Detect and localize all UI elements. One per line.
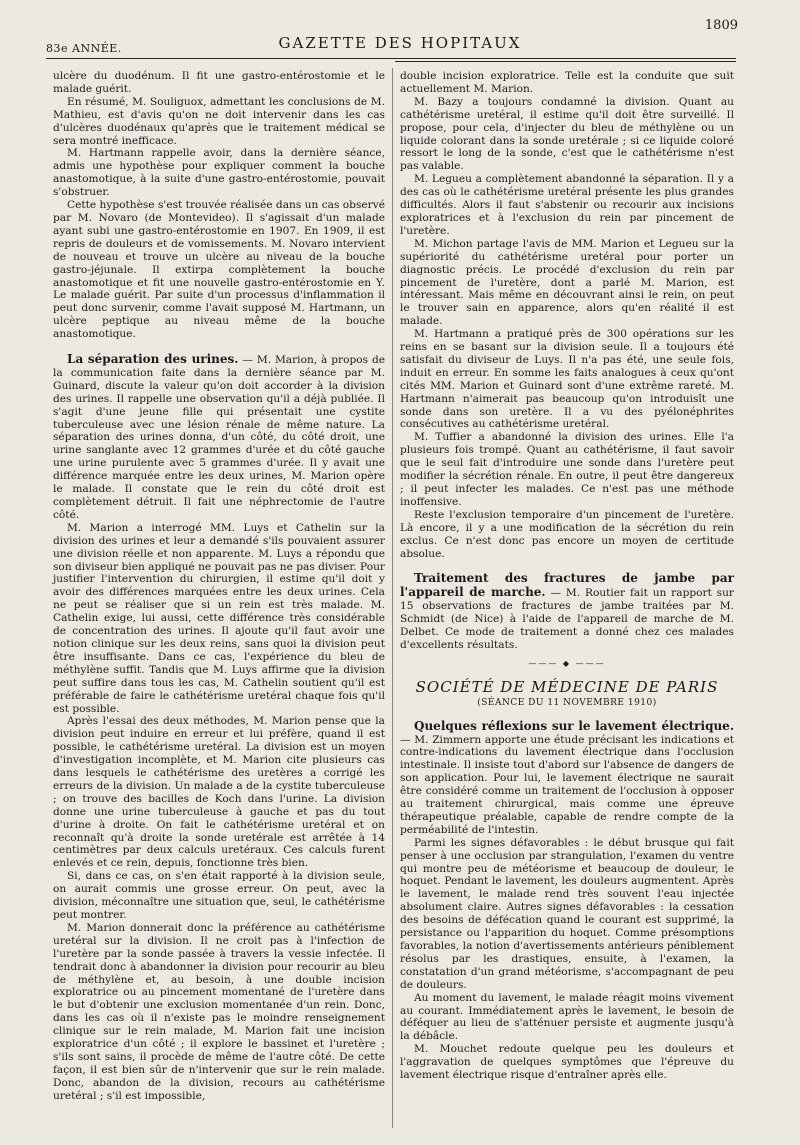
section-paragraph: Traitement des fractures de jambe par l'appareil de marche. — M. Routier fait un rapport sur 15 observations de fractures de jambe traitées par M. Schmidt (de Nice) à l'aide de l'appareil de marche de M. Delbet. Ce mode de traitement a donné chez ces malades d'excellents résultats. (400, 571, 734, 651)
right-column (400, 70, 734, 1082)
paragraph: double incision exploratrice. Telle est la conduite que suit actuellement M. Marion. (400, 70, 734, 95)
page-number: 1809 (704, 18, 738, 33)
paragraph: M. Tuffier a abandonné la division des urines. Elle l'a plusieurs fois trompé. Quant au cathétérisme, il faut savoir que le seul fait d'introduire une sonde dans l'uretère peut modifier la sécrétion rénale. En outre, il peut être dangereux ; il peut infecter les malades. Ce n'est pas une méthode inoffensive. (400, 431, 734, 508)
paragraph: M. Legueu a complètement abandonné la séparation. Il y a des cas où le cathétérisme uretéral présente les plus grandes difficultés. Alors il faut s'abstenir ou recourir aux incisions exploratrices et à l'exclusion du rein par pincement de l'uretère. (400, 173, 734, 237)
paragraph: Après l'essai des deux méthodes, M. Marion pense que la division peut induire en erreur et lui préfère, quand il est possible, le cathétérisme uretéral. La division est un moyen d'investigation incomplète, et M. Marion cite plusieurs cas dans lesquels le cathétérisme des uretères a corrigé les erreurs de la division. Un malade a de la cystite tuberculeuse ; on trouve des bacilles de Koch dans l'urine. La division donne une urine tuberculeuse à gauche et pas du tout d'urine à droite. On fait le cathétérisme uretéral et on reconnaît qu'à droite la sonde uretérale est arrêtée à 14 centimètres par deux calculs uretéraux. Ces calculs furent enlevés et ce rein, depuis, fonctionne très bien. (53, 715, 385, 870)
paragraph: M. Marion donnerait donc la préférence au cathétérisme uretéral sur la division. Il ne croit pas à l'infection de l'uretère par la sonde passée à travers la vessie infectée. Il tendrait donc à abandonner la division pour recourir au bleu de méthylène et, au besoin, à une double incision exploratrice ou au pincement momentané de l'uretère dans le but d'obtenir une exclusion momentanée d'un rein. Donc, dans les cas où il n'existe pas le moindre renseignement clinique sur le rein malade, M. Marion fait une incision exploratrice d'un côté ; il explore le bassinet et l'uretère ; s'ils sont sains, il procède de même de l'autre côté. De cette façon, il est bien sûr de n'intervenir que sur le rein malade. Donc, abandon de la division, recours au cathétérisme uretéral ; s'il est impossible, (53, 921, 385, 1102)
session-date: (SÉANCE DU 11 NOVEMBRE 1910) (477, 697, 657, 708)
paragraph: M. Hartmann rappelle avoir, dans la dernière séance, admis une hypothèse pour expliquer comment la bouche anastomotique, à la suite d'une gastro-entérostomie, pouvait s'obstruer. (53, 147, 385, 199)
section-paragraph: Quelques réflexions sur le lavement électrique. — M. Zimmern apporte une étude précisant les indications et contre-indications du lavement électrique dans l'occlusion intestinale. Il insiste tout d'abord sur l'absence de dangers de son application. Pour lui, le lavement électrique ne saurait être considéré comme un traitement de l'occlusion à opposer au traitement chirurgical, mais comme une épreuve thérapeutique préalable, capable de rendre compte de la perméabilité de l'intestin. (400, 718, 734, 836)
paragraph: M. Marion a interrogé MM. Luys et Cathelin sur la division des urines et leur a demandé s'ils pouvaient assurer une division réelle et non apparente. M. Luys a répondu que son diviseur bien appliqué ne pouvait pas ne pas diviser. Pour justifier l'intervention du chirurgien, il estime qu'il doit y avoir des différences marquées entre les deux urines. Cela ne peut se réaliser que si un rein est très malade. M. Cathelin exige, lui aussi, cette différence très considérable de concentration des urines. Il ajoute qu'il faut avoir une notion clinique sur les deux reins, sans quoi la division peut être insuffisante. Dans ce cas, l'expérience du bleu de méthylène suffit. Tandis que M. Luys affirme que la division peut suffire dans tous les cas, M. Cathelin soutient qu'il est préférable de faire le cathétérisme uretéral chaque fois qu'il est possible. (53, 521, 385, 715)
left-column (53, 70, 385, 1103)
ornament-divider: ——— ◆ ——— (528, 658, 606, 668)
column-divider (392, 68, 393, 1128)
paragraph: En résumé, M. Souliguox, admettant les conclusions de M. Mathieu, est d'avis qu'on ne doit intervenir dans les cas d'ulcères duodénaux qu'après que le traitement médical se sera montré inefficace. (53, 95, 385, 147)
paragraph: M. Michon partage l'avis de MM. Marion et Legueu sur la supériorité du cathétérisme uretéral pour porter un diagnostic précis. Le procédé d'exclusion du rein par pincement de l'uretère, dont a parlé M. Marion, est intéressant. Mais même en découvrant ainsi le rein, on peut le trouver sain en apparence, alors qu'en réalité il est malade. (400, 237, 734, 328)
section-heading: Quelques réflexions sur le lavement électrique. (414, 718, 734, 733)
paragraph: Parmi les signes défavorables : le début brusque qui fait penser à une occlusion par strangulation, l'examen du ventre qui montre peu de météorisme et beaucoup de douleur, le hoquet. Pendant le lavement, les douleurs augmentent. Après le lavement, le malade rend très souvent l'eau injectée absolument claire. Autres signes défavorables : la cessation des besoins de défécation quand le courant est supprimé, la persistance ou l'apparition du hoquet. Comme présomptions favorables, la notion d'avertissements antérieurs péniblement résolus par les drastiques, ensuite, à l'examen, la constatation d'un grand météorisme, s'accompagnant de peu de douleurs. (400, 836, 734, 991)
paragraph: Au moment du lavement, le malade réagit moins vivement au courant. Immédiatement après le lavement, le besoin de déféquer au lieu de s'atténuer persiste et augmente jusqu'à la débâcle. (400, 991, 734, 1043)
section-heading: La séparation des urines. (67, 352, 239, 367)
header-rule (46, 58, 736, 59)
paragraph: Cette hypothèse s'est trouvée réalisée dans un cas observé par M. Novaro (de Montevideo). Il s'agissait d'un malade ayant subi une gastro-entérostomie en 1907. En 1909, il est repris de douleurs et de vomissements. M. Novaro intervient de nouveau et trouve un ulcère au niveau de la bouche gastro-jéjunale. Il extirpa complètement la bouche anastomotique et fit une nouvelle gastro-entérostomie en Y. Le malade guérit. Par suite d'un processus d'inflammation il peut donc survenir, comme l'avait supposé M. Hartmann, un ulcère peptique au niveau même de la bouche anastomotique. (53, 199, 385, 341)
paragraph: Si, dans ce cas, on s'en était rapporté à la division seule, on aurait commis une grosse erreur. On peut, avec la division, méconnaître une situation que, seul, le cathétérisme peut montrer. (53, 870, 385, 921)
section-heading: Traitement des fractures de jambe par l'appareil de marche. (400, 571, 734, 600)
edition-label: 83e ANNÉE. (46, 42, 122, 55)
paragraph: M. Mouchet redoute quelque peu les douleurs et l'aggravation de quelques symptômes que l'épreuve du lavement électrique risque d'entraîner après elle. (400, 1043, 734, 1082)
section-paragraph: La séparation des urines. — M. Marion, à propos de la communication faite dans la dernière séance par M. Guinard, discute la valeur qu'on doit accorder à la division des urines. Il rappelle une observation qu'il a déjà publiée. Il s'agit d'une jeune fille qui présentait une cystite tuberculeuse avec une lésion rénale de même nature. La séparation des urines donna, d'un côté, du côté droit, une urine sanglante avec 12 grammes d'urée et du côté gauche une urine purulente avec 5 grammes d'urée. Il y avait une différence marquée entre les deux urines, M. Marion opère le malade. Il constate que le rein du côté droit est complètement détruit. Il fait une néphrectomie de l'autre côté. (53, 352, 385, 521)
society-title: SOCIÉTÉ DE MÉDECINE DE PARIS (415, 677, 719, 696)
header-rule-secondary (395, 61, 736, 62)
paragraph: M. Hartmann a pratiqué près de 300 opérations sur les reins en se basant sur la division seule. Il a toujours été satisfait du diviseur de Luys. Il n'a pas été, une seule fois, induit en erreur. En somme les faits analogues à ceux qu'ont cités MM. Marion et Guinard sont d'une extrême rareté. M. Hartmann n'aimerait pas beaucoup qu'on introduisît une sonde dans son uretère. Il a vu des pyélonéphrites consécutives au cathétérisme uretéral. (400, 328, 734, 431)
paragraph: ulcère du duodénum. Il fit une gastro-entérostomie et le malade guérit. (53, 70, 385, 95)
paragraph: M. Bazy a toujours condamné la division. Quant au cathétérisme uretéral, il estime qu'il doit être surveillé. Il propose, pour cela, d'injecter du bleu de méthylène ou un liquide colorant dans la sonde uretérale ; si ce liquide coloré ressort le long de la sonde, c'est que le cathétérisme n'est pas valable. (400, 95, 734, 173)
journal-title: GAZETTE DES HOPITAUX (278, 34, 522, 52)
paragraph: Reste l'exclusion temporaire d'un pincement de l'uretère. Là encore, il y a une modification de la sécrétion du rein exclus. Ce n'est donc pas encore un moyen de certitude absolue. (400, 508, 734, 560)
